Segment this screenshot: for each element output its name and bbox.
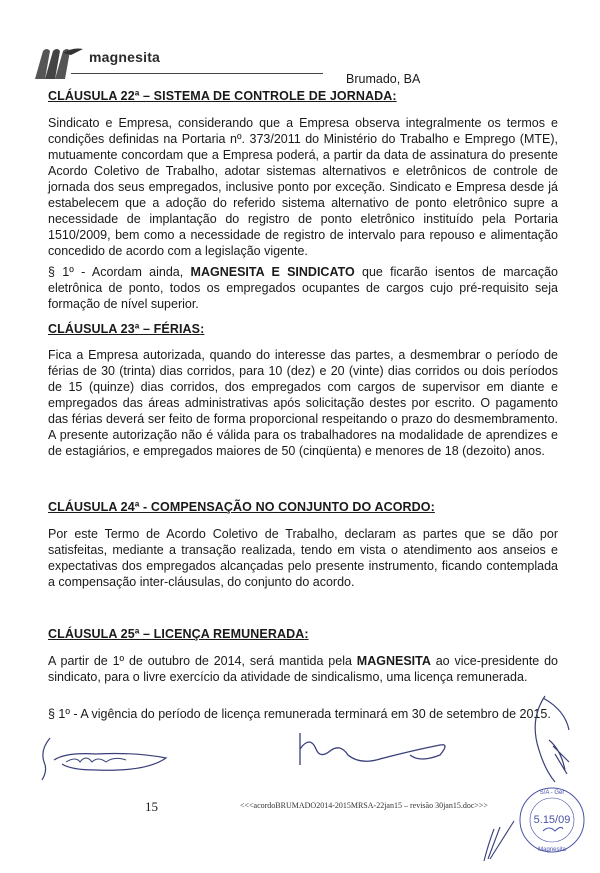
initials-icon: [478, 815, 518, 865]
heading-colon: :: [430, 500, 435, 514]
location-text: Brumado, BA: [346, 72, 421, 86]
footer-file-name: <<<acordoBRUMADO2014-2015MRSA-22jan15 – revisão 30jan15.doc>>>: [240, 801, 488, 810]
clause-23-heading-text: CLÁUSULA 23ª – FÉRIAS: [48, 322, 201, 336]
signature-left-icon: [36, 730, 176, 785]
clause-25-heading: [48, 627, 309, 641]
svg-text:S/A - Ger: S/A - Ger: [539, 790, 565, 796]
company-logo: [33, 45, 293, 81]
signature-middle-icon: [290, 725, 470, 775]
clause-25-heading-text: CLÁUSULA 25ª – LICENÇA REMUNERADA: [48, 627, 305, 641]
text-bold: MAGNESITA: [356, 654, 431, 668]
text-suffix: ao vice-presidente do sindicato, para o livre exercício da atividade de sindicalismo, uma licença remunerada.: [48, 654, 558, 684]
text-bold: MAGNESITA E SINDICATO: [190, 265, 355, 279]
company-stamp-icon: [517, 785, 587, 855]
clause-22-paragraph: Sindicato e Empresa, considerando que a Empresa observa integralmente os termos e condições definidas na Portaria nº. 373/2011 do Ministério do Trabalho e Emprego (MTE), mutuamente concordam que a Empresa poderá, a partir da data de assinatura do presente Acordo Coletivo de Trabalho, adotar sistemas alternativos e eletrônicos de controle de jornada dos seus empregados, inclusive ponto por exceção. Sindicato e Empresa desde já estabelecem que a adoção do referido sistema alternativo de ponto eletrônico supre a necessidade de implantação do registro de ponto eletrônico instituído pela Portaria 1510/2009, bem como a necessidade de registro de intervalo para repouso e alimentação concedido de acordo com a legislação vigente.: [48, 116, 558, 258]
page-number: 15: [145, 799, 158, 814]
text-prefix: § 1º - Acordam ainda,: [48, 265, 191, 279]
heading-colon: :: [304, 627, 309, 641]
clause-24-paragraph: Por este Termo de Acordo Coletivo de Trabalho, declaram as partes que se dão por satisfeitas, mediante a transação realizada, tendo em vista o atendimento aos anseios e expectativas dos empregados alcançadas pelo presente instrumento, ficando contemplada a compensação inter-cláusulas, do conjunto do acordo.: [48, 527, 558, 589]
clause-22-heading-text: CLÁUSULA 22ª – SISTEMA DE CONTROLE DE JORNADA: [48, 89, 393, 103]
magnesita-logo-icon: [33, 45, 85, 81]
clause-25-section-1: § 1º - A vigência do período de licença remunerada terminará em 30 de setembro de 2015.: [48, 707, 551, 721]
clause-23-paragraph: Fica a Empresa autorizada, quando do interesse das partes, a desmembrar o período de férias de 30 (trinta) dias corridos, para 10 (dez) e 20 (vinte) dias corridos ou dois períodos de 15 (quinze) dias corridos, dos empregados com cargos de supervisor em diante e empregados das áreas administrativas após solicitação destes por escrito. O pagamento das férias deverá ser feito de forma proporcional respeitando o prazo do desmembramento. A presente autorização não é válida para os trabalhadores na modalidade de aprendizes e de estagiários, e empregados maiores de 50 (cinqüenta) e menores de 18 (dezoito) anos.: [48, 348, 558, 458]
clause-24-heading-text: CLÁUSULA 24ª - COMPENSAÇÃO NO CONJUNTO DO ACORDO: [48, 500, 431, 514]
header-rule: [71, 73, 323, 74]
logo-text: magnesita: [89, 49, 161, 65]
clause-25-paragraph: [48, 653, 558, 685]
clause-23-heading: [48, 322, 204, 336]
heading-colon: :: [392, 89, 397, 103]
text-prefix: A partir de 1º de outubro de 2014, será mantida pela: [48, 654, 357, 668]
stamp-date: 5.15/09: [533, 814, 571, 826]
clause-24-heading: [48, 500, 435, 514]
svg-text:Magnesita: Magnesita: [538, 847, 566, 853]
text-suffix: que ficarão isentos de marcação eletrônica de ponto, todos os empregados ocupantes de cargos cujo pré-requisito seja formação de nível superior.: [48, 265, 558, 311]
signature-right-icon: [525, 690, 585, 790]
clause-22-section-1: [48, 264, 558, 312]
clause-22-heading: [48, 89, 397, 103]
heading-colon: :: [200, 322, 205, 336]
